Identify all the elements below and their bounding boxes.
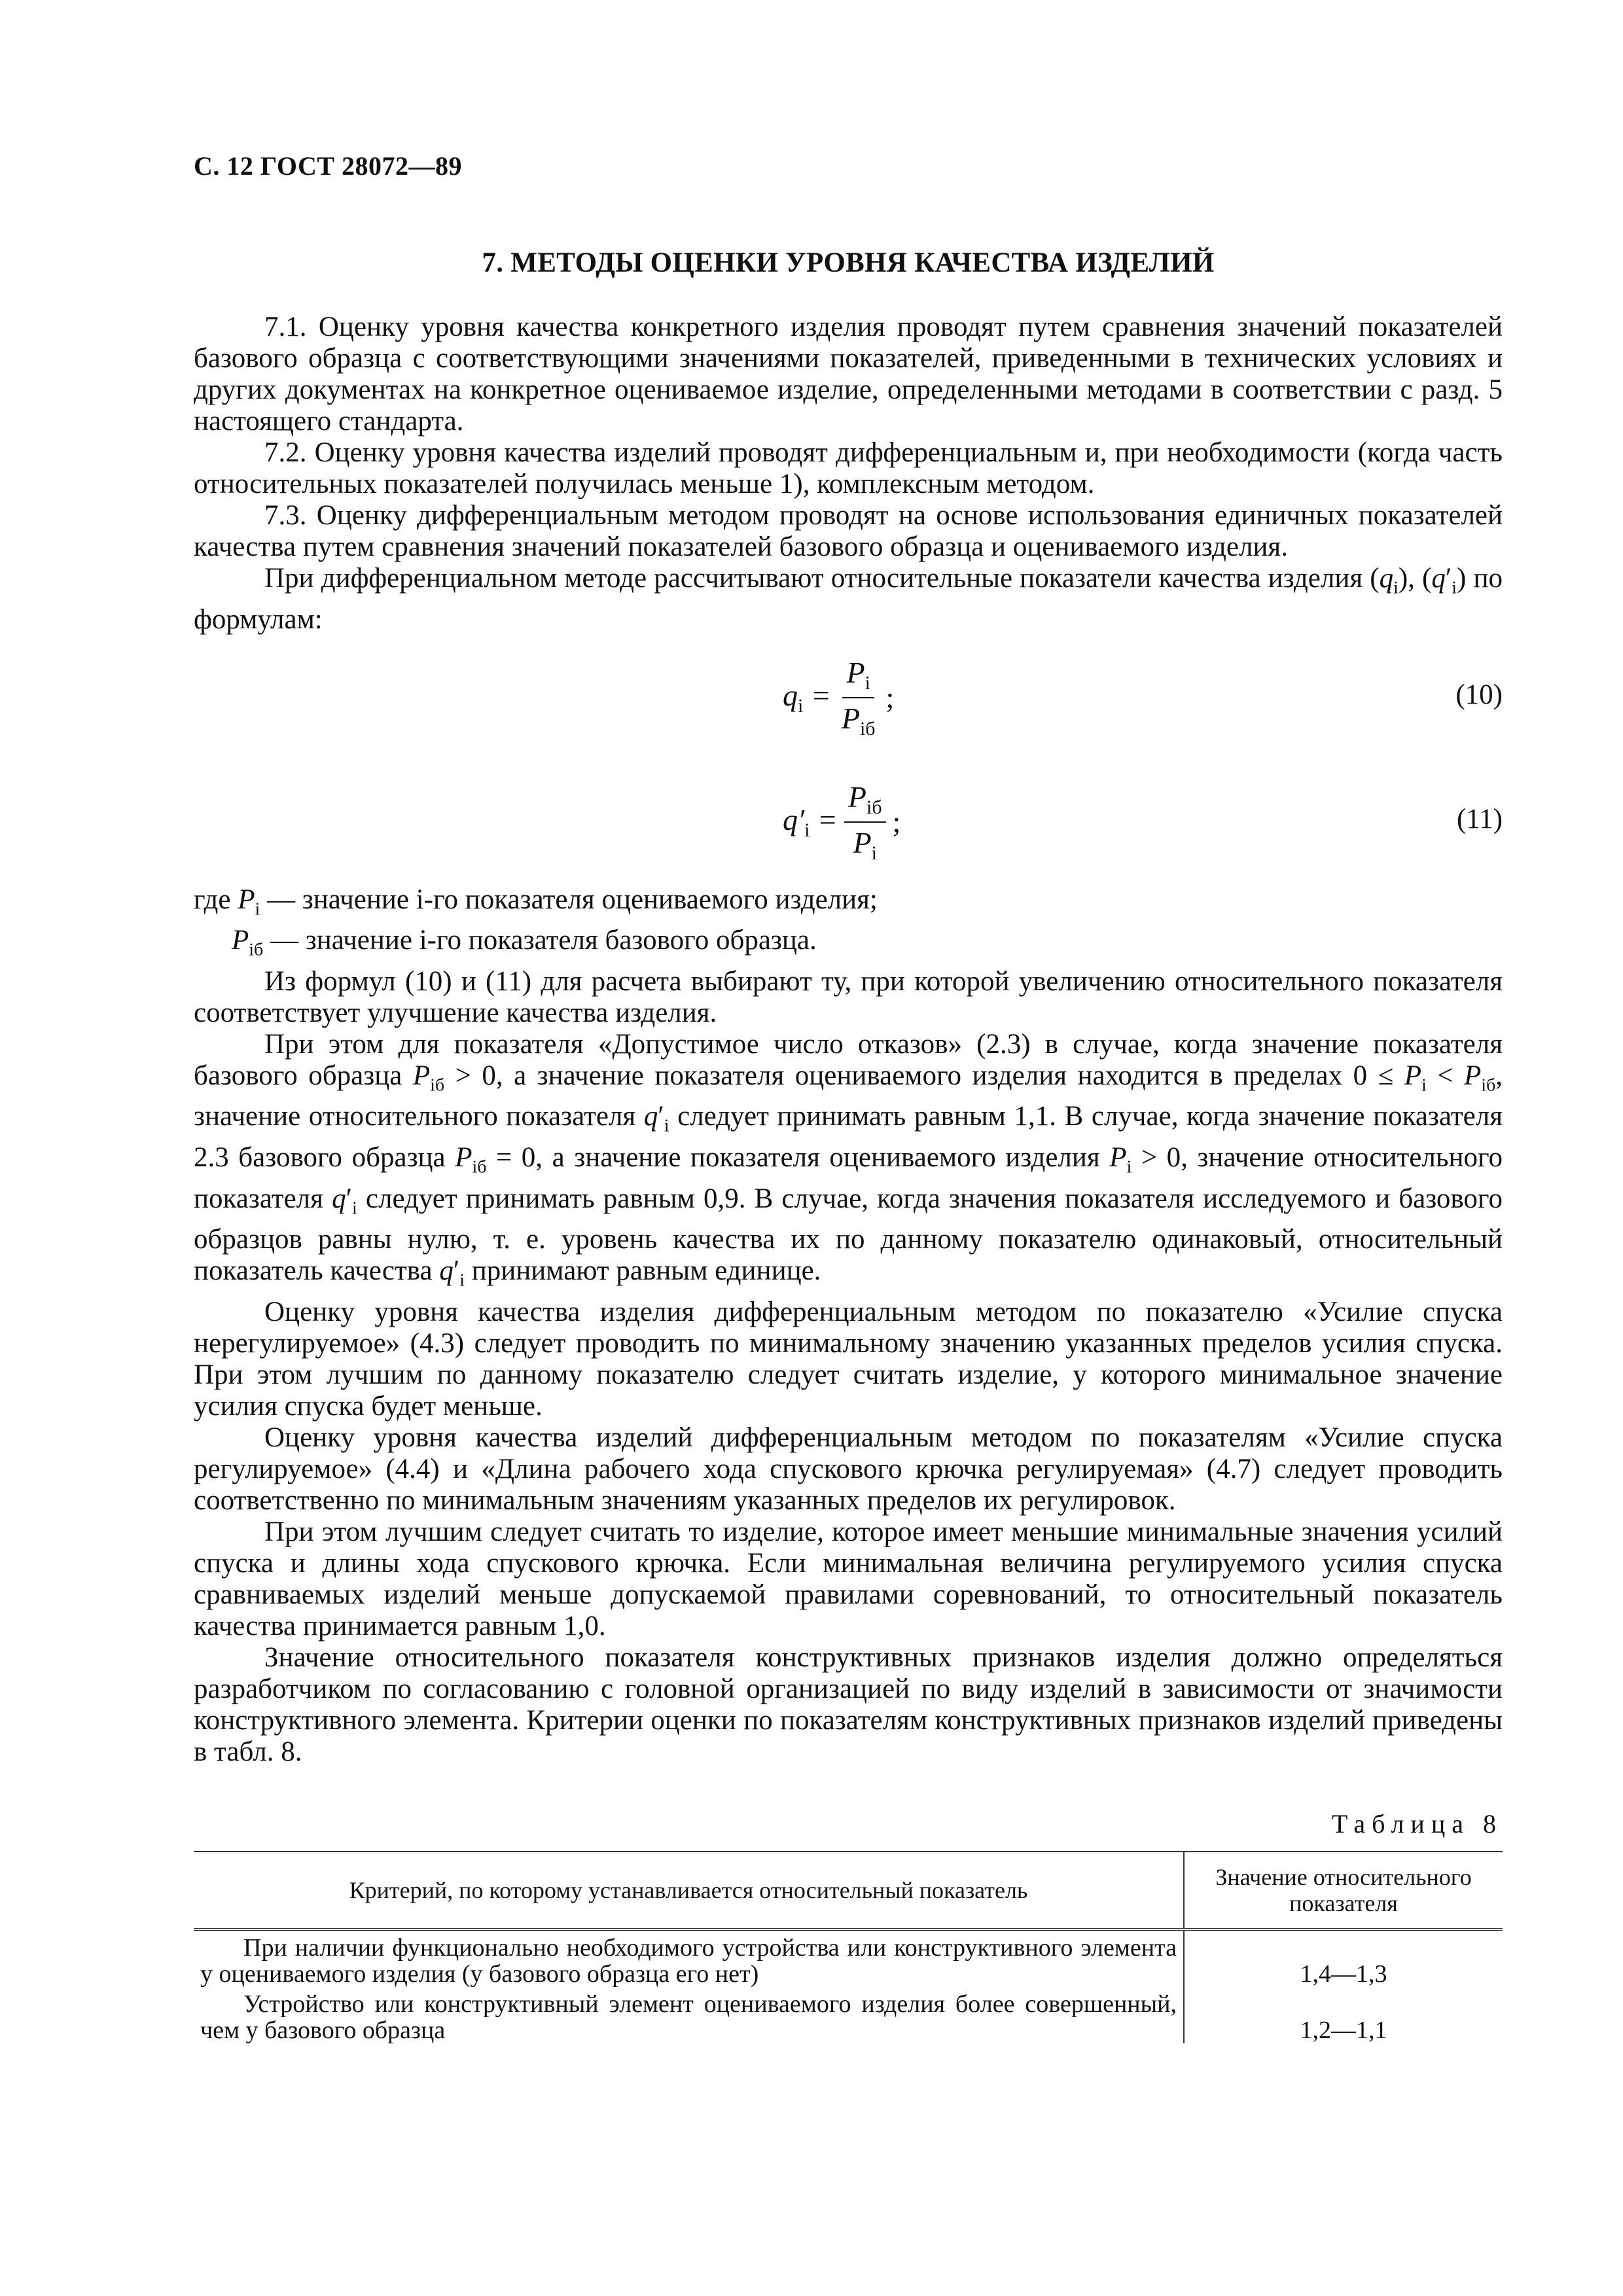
- page-header: С. 12 ГОСТ 28072—89: [194, 151, 463, 181]
- paragraph-failures: При этом для показателя «Допустимое число отказов» (2.3) в случае, когда значение показателя базового образца $P_{iб} > 0$, а значение показателя оцениваемого изделия находится в пределах $0 \le P_i < P_{iб}$, значение относительного показателя $q'_i$ следует принимать равным 1,1. В случае, когда значение показателя 2.3 базового образца $P_{iб} = 0$, а значение показателя оцениваемого изделия $P_i > 0$, значение относительного показателя $q'_i$ следует принимать равным 0,9. В случае, когда значения показателя исследуемого и базового образцов равны нулю, т. е. уровень качества их по данному показателю одинаковый, относительный показатель качества $q'_i$ принимают равным единице.: [194, 1028, 1503, 1291]
- formula-11: $q'_i$ = $\frac{P_{iб}}{P_i}$ ; (11): [783, 780, 1503, 864]
- table-header-row: [194, 1852, 1503, 1929]
- header-value: Значение относительного показателя: [1184, 1852, 1503, 1929]
- criterion-cell: Устройство или конструктивный элемент оцениваемого изделия более совершенный, чем у базового образца: [200, 1990, 1177, 2044]
- document-page: [194, 151, 1503, 2043]
- paragraph-unregulated-force: Оценку уровня качества изделия дифференциальным методом по показателю «Усилие спуска нерегулируемое» (4.3) следует проводить по минимальному значению указанных пределов усилия спуска. При этом лучшим по данному показателю следует считать изделие, у которого минимальное значение усилия спуска будет меньше.: [194, 1296, 1503, 1422]
- value-cell: 1,4—1,3: [1184, 1929, 1503, 1987]
- paragraph-choose-formula: Из формул (10) и (11) для расчета выбирают ту, при которой увеличению относительного показателя соответствует улучшение качества изделия.: [194, 965, 1503, 1028]
- where-line-2: $P_{iб}$ — значение i-го показателя базового образца.: [232, 925, 817, 960]
- table-row: [194, 1987, 1503, 2043]
- paragraph-constructive-features: Значение относительного показателя конструктивных признаков изделия должно определяться разработчиком по согласованию с головной организацией по виду изделий в зависимости от значимости конструктивного элемента. Критерии оценки по показателям конструктивных признаков изделий приведены в табл. 8.: [194, 1641, 1503, 1767]
- section-title: 7. МЕТОДЫ ОЦЕНКИ УРОВНЯ КАЧЕСТВА ИЗДЕЛИЙ: [482, 247, 1215, 278]
- paragraph-7-3: 7.3. Оценку дифференциальным методом проводят на основе использования единичных показателей качества путем сравнения значений показателей базового образца и оцениваемого изделия.: [194, 500, 1503, 562]
- criterion-cell: При наличии функционально необходимого устройства или конструктивного элемента у оцениваемого изделия (у базового образца его нет): [200, 1933, 1177, 1988]
- where-line-1: где $P_i$ — значение i-го показателя оцениваемого изделия;: [194, 884, 878, 920]
- header-criterion: Критерий, по которому устанавливается относительный показатель: [194, 1852, 1184, 1929]
- formula-11-number: (11): [1456, 803, 1503, 834]
- criteria-table: [194, 1851, 1503, 2043]
- formula-10-number: (10): [1455, 679, 1503, 710]
- paragraph-best-product: При этом лучшим следует считать то изделие, которое имеет меньшие минимальные значения усилий спуска и длины хода спускового крючка. Если минимальная величина регулируемого усилия спуска сравниваемых изделий меньше допускаемой правилами соревнований, то относительный показатель качества принимается равным 1,0.: [194, 1516, 1503, 1641]
- table-row: [194, 1929, 1503, 1987]
- paragraph-diff-intro: При дифференциальном методе рассчитывают относительные показатели качества изделия $(q_i)$, $(q'_i)$ по формулам:: [194, 563, 1503, 635]
- value-cell: 1,2—1,1: [1184, 1987, 1503, 2043]
- paragraph-regulated-force: Оценку уровня качества изделий дифференциальным методом по показателям «Усилие спуска регулируемое» (4.4) и «Длина рабочего хода спускового крючка регулируемая» (4.7) следует проводить соответственно по минимальным значениям указанных пределов их регулировок.: [194, 1422, 1503, 1516]
- table-caption: Таблица 8: [1331, 1808, 1503, 1839]
- formula-10: $q_i$ = $\frac{P_i}{P_{iб}}$ ; (10): [783, 655, 1503, 740]
- paragraph-7-2: 7.2. Оценку уровня качества изделий проводят дифференциальным и, при необходимости (когда часть относительных показателей получилась меньше 1), комплексным методом.: [194, 437, 1503, 499]
- paragraph-7-1: 7.1. Оценку уровня качества конкретного изделия проводят путем сравнения значений показателей базового образца с соответствующими значениями показателей, приведенными в технических условиях и других документах на конкретное оцениваемое изделие, определенными методами в соответствии с разд. 5 настоящего стандарта.: [194, 312, 1503, 437]
